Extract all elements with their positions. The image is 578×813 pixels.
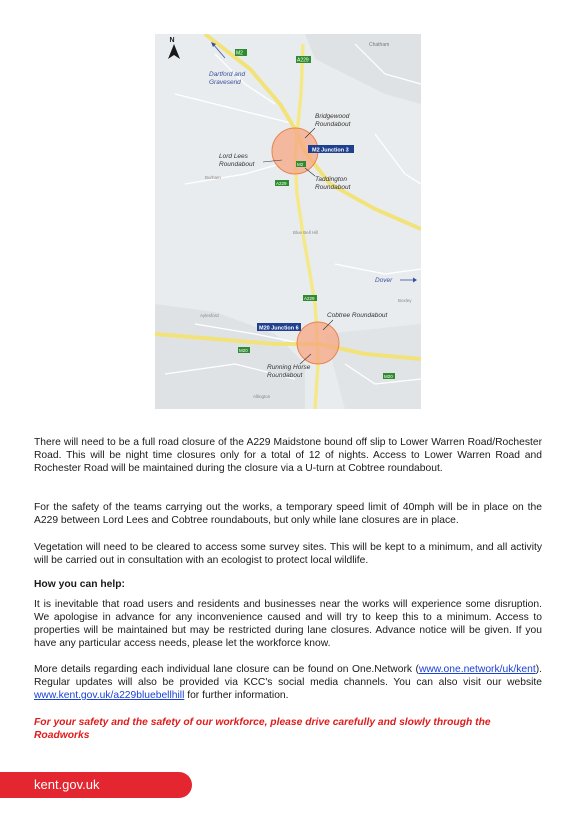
lord-lees-label: Lord Lees (219, 153, 248, 160)
blue-bell-hill-label: Blue Bell Hill (293, 230, 319, 235)
more-details-text-3: for further information. (184, 690, 289, 701)
burham-label: Burham (205, 175, 221, 180)
bridgewood-label-2: Roundabout (315, 121, 351, 128)
lord-lees-label-2: Roundabout (219, 161, 255, 168)
m2-shield-label: M2 (236, 50, 243, 57)
m20-shield-right-label: M20 (384, 373, 393, 379)
chatham-label: Chatham (369, 42, 390, 48)
aylesford-label: Aylesford (200, 313, 219, 318)
a229-shield-top-label: A229 (297, 57, 309, 64)
one-network-link[interactable]: www.one.network/uk/kent (418, 664, 536, 675)
taddington-label: Taddington (315, 176, 347, 183)
m20-shield-left-label: M20 (239, 347, 248, 353)
bridgewood-label: Bridgewood (315, 113, 350, 120)
a229-shield-mid-label: A229 (276, 180, 287, 186)
m2-shield-mid-label: M2 (297, 161, 304, 167)
running-horse-label-2: Roundabout (267, 372, 303, 379)
north-label: N (169, 37, 175, 44)
section-heading-how-you-can-help: How you can help: (34, 579, 125, 590)
kent-website-link[interactable]: www.kent.gov.uk/a229bluebellhill (34, 690, 185, 701)
more-details-text-2: ). Regular updates will also be provided via KCC's social media channels. You can also visit our website (34, 664, 542, 688)
a229-shield-low-label: A229 (304, 295, 315, 301)
paragraph-disruption: It is inevitable that road users and residents and businesses near the works will experience some disruption. We apologise in advance for any inconvenience caused and will try to keep this to a minimum. Access to properties will be maintained but may be restricted during lane closures. Advance notice will be given. If you have any particular access needs, please let the workforce know. (34, 599, 542, 649)
paragraph-speed-limit: For the safety of the teams carrying out the works, a temporary speed limit of 40mph will be in place on the A229 between Lord Lees and Cobtree roundabouts, but only while lane closures are in place. (34, 502, 542, 526)
cobtree-label: Cobtree Roundabout (327, 312, 388, 319)
junction6-highlight (297, 322, 339, 364)
gravesend-label: Gravesend (209, 79, 241, 86)
paragraph-vegetation: Vegetation will need to be cleared to access some survey sites. This will be kept to a minimum, and all activity will be carried out in consultation with an ecologist to protect local wildlife. (34, 542, 542, 566)
footer-brand-text: kent.gov.uk (34, 777, 100, 792)
running-horse-label: Running Horse (267, 364, 311, 371)
m2-junction3-label: M2 Junction 3 (312, 147, 349, 154)
paragraph-more-details (34, 663, 542, 702)
boxley-label: Boxley (398, 298, 412, 303)
dover-label: Dover (375, 277, 393, 284)
roadworks-map (155, 34, 421, 409)
paragraph-road-closure: There will need to be a full road closure of the A229 Maidstone bound off slip to Lower Warren Road/Rochester Road. This will be night time closures only for a total of 12 of nights. Access to Lower Warren Road and Rochester Road will be maintained during the closure via a U-turn at Cobtree roundabout. (34, 437, 542, 474)
taddington-label-2: Roundabout (315, 184, 351, 191)
footer-brand-bar (0, 772, 192, 798)
allington-label: Allington (253, 394, 271, 399)
more-details-text-1: More details regarding each individual lane closure can be found on One.Network ( (34, 664, 419, 675)
dartford-label: Dartford and (209, 71, 246, 78)
safety-warning: For your safety and the safety of our workforce, please drive carefully and slowly through the Roadworks (34, 717, 491, 741)
m20-junction6-label: M20 Junction 6 (259, 325, 299, 332)
